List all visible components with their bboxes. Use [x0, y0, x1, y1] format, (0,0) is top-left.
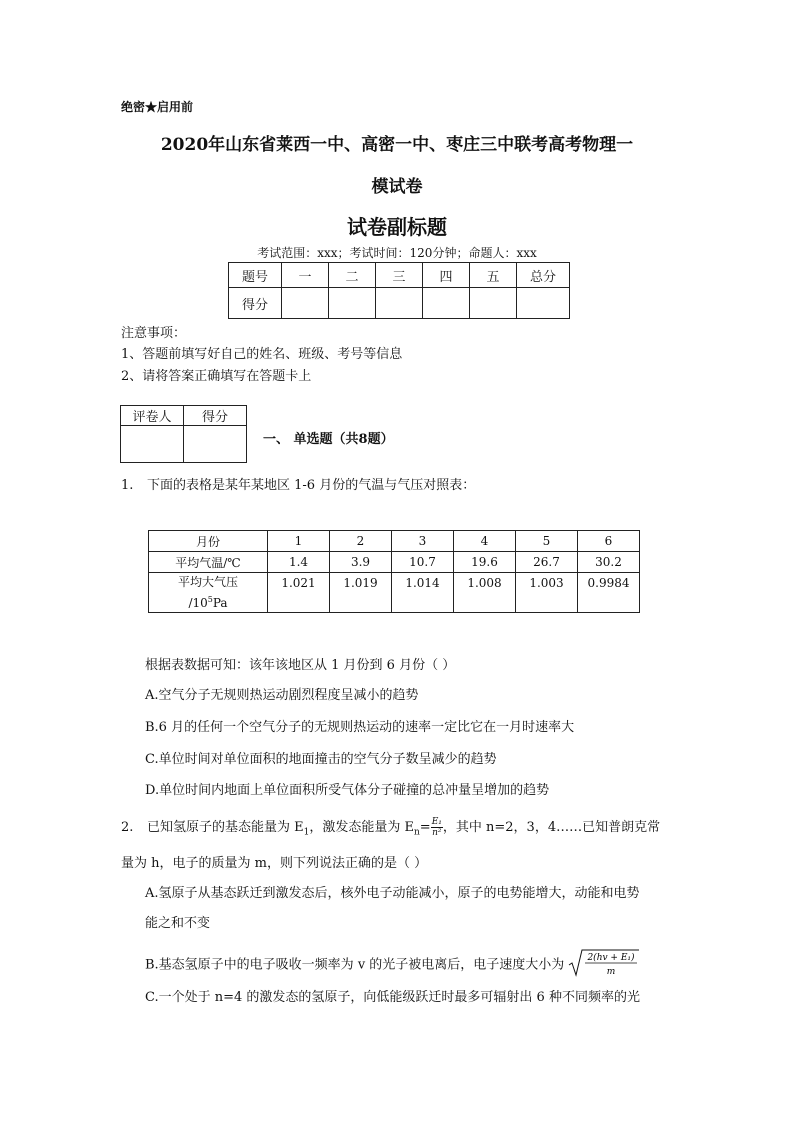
question-1 — [121, 474, 475, 493]
option-b[interactable] — [145, 948, 640, 982]
row-label-unit: /10 — [188, 596, 208, 610]
table-cell: 30.2 — [578, 552, 640, 573]
table-cell: 1.014 — [392, 573, 454, 613]
table-cell: 0.9984 — [578, 573, 640, 613]
grader-cell — [184, 426, 247, 463]
option-a[interactable]: A.空气分子无规则热运动剧烈程度呈减小的趋势 — [145, 688, 419, 703]
table-cell: 1.003 — [516, 573, 578, 613]
score-cell — [423, 288, 470, 319]
table-cell: 1 — [268, 531, 330, 552]
question-2 — [121, 816, 660, 838]
sqrt-numerator: 2(hv + E₁) — [587, 953, 635, 963]
option-c[interactable]: C.一个处于 n=4 的激发态的氢原子，向低能级跃迁时最多可辐射出 6 种不同频率的光 — [145, 990, 640, 1005]
secret-label: 绝密★启用前 — [121, 100, 194, 114]
table-cell: 1.019 — [330, 573, 392, 613]
table-cell: 6 — [578, 531, 640, 552]
score-header-cell: 四 — [423, 263, 470, 288]
table-cell: 5 — [516, 531, 578, 552]
sqrt-expression — [568, 948, 640, 982]
score-cell — [376, 288, 423, 319]
table-cell: 19.6 — [454, 552, 516, 573]
score-header-cell: 一 — [282, 263, 329, 288]
option-a[interactable]: A.氢原子从基态跃迁到激发态后，核外电子动能减小，原子的电势能增大，动能和电势 — [145, 886, 640, 901]
question-text: 下面的表格是某年某地区 1-6 月份的气温与气压对照表： — [147, 478, 476, 493]
grader-cell — [121, 426, 184, 463]
section-heading: 一、 单选题（共8题） — [263, 432, 394, 447]
notes-item: 1、答题前填写好自己的姓名、班级、考号等信息 — [121, 347, 403, 362]
grader-label: 评卷人 — [121, 406, 184, 426]
question-text-line2: 量为 h，电子的质量为 m，则下列说法正确的是（ ） — [121, 856, 428, 871]
score-header-cell: 题号 — [229, 263, 282, 288]
table-row-label: 平均气温/℃ — [149, 552, 268, 573]
notes-item: 2、请将答案正确填写在答题卡上 — [121, 369, 312, 384]
score-header-cell: 二 — [329, 263, 376, 288]
table-cell: 1.4 — [268, 552, 330, 573]
score-cell — [470, 288, 517, 319]
exam-subtitle: 试卷副标题 — [347, 215, 447, 239]
score-table — [228, 262, 570, 319]
table-cell: 10.7 — [392, 552, 454, 573]
fraction-numerator: E₁ — [431, 817, 442, 827]
score-header-cell: 五 — [470, 263, 517, 288]
fraction-denominator: n² — [432, 828, 442, 838]
grader-label: 得分 — [184, 406, 247, 426]
row-label-exponent: 5 — [207, 595, 213, 604]
option-c[interactable]: C.单位时间对单位面积的地面撞击的空气分子数呈减少的趋势 — [145, 752, 497, 767]
question-text: 已知氢原子的基态能量为 E — [147, 820, 304, 835]
score-cell — [517, 288, 570, 319]
exam-title-line2: 模试卷 — [371, 177, 423, 197]
table-cell: 1.008 — [454, 573, 516, 613]
score-cell — [282, 288, 329, 319]
row-label-line: 平均大气压 — [177, 575, 238, 589]
subscript: n — [413, 827, 420, 838]
score-header-cell: 总分 — [517, 263, 570, 288]
table-cell: 3 — [392, 531, 454, 552]
question-stem: 根据表数据可知：该年该地区从 1 月份到 6 月份（ ） — [145, 658, 456, 673]
weather-table — [148, 530, 640, 613]
table-row-label — [149, 573, 268, 613]
option-d[interactable]: D.单位时间内地面上单位面积所受气体分子碰撞的总冲量呈增加的趋势 — [145, 783, 550, 798]
score-row-label: 得分 — [229, 288, 282, 319]
row-label-unit-suffix: Pa — [212, 596, 228, 610]
score-cell — [329, 288, 376, 319]
energy-fraction — [431, 817, 443, 838]
option-b[interactable]: B.6 月的任何一个空气分子的无规则热运动的速率一定比它在一月时速率大 — [145, 720, 575, 735]
sqrt-sign-icon — [568, 948, 640, 978]
subscript: 1 — [303, 827, 310, 838]
table-cell: 2 — [330, 531, 392, 552]
table-row-label: 月份 — [149, 531, 268, 552]
equals-sign: = — [419, 820, 431, 835]
question-number: 1. — [121, 478, 134, 493]
question-text: ，激发态能量为 E — [309, 820, 414, 835]
sqrt-denominator: m — [607, 967, 616, 977]
question-text: ，其中 n=2，3，4……已知普朗克常 — [442, 820, 661, 835]
exam-meta: 考试范围：xxx；考试时间：120分钟；命题人：xxx — [257, 246, 537, 260]
table-cell: 3.9 — [330, 552, 392, 573]
table-cell: 4 — [454, 531, 516, 552]
option-a-continued[interactable]: 能之和不变 — [145, 916, 211, 931]
notes-title: 注意事项： — [121, 326, 187, 341]
exam-title-line1: 2020年山东省莱西一中、高密一中、枣庄三中联考高考物理一 — [160, 135, 634, 155]
table-cell: 1.021 — [268, 573, 330, 613]
table-cell: 26.7 — [516, 552, 578, 573]
score-header-cell: 三 — [376, 263, 423, 288]
question-number: 2. — [121, 820, 134, 835]
option-text: B.基态氢原子中的电子吸收一频率为 v 的光子被电离后，电子速度大小为 — [145, 957, 565, 973]
grader-table — [120, 405, 247, 463]
